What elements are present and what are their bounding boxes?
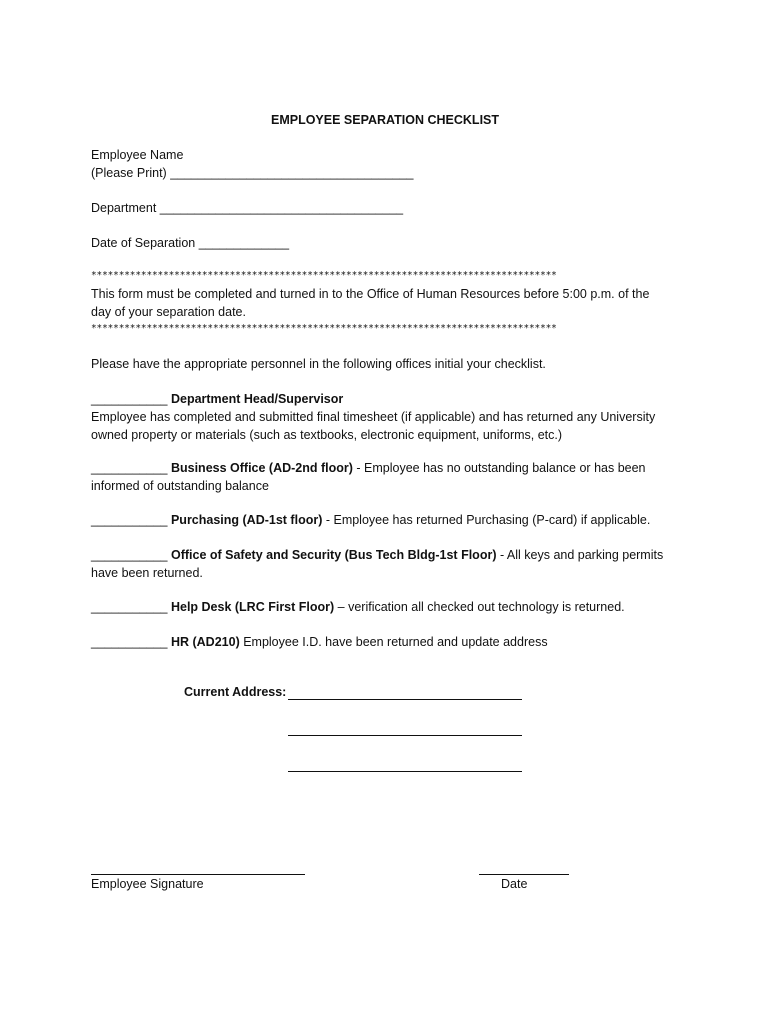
item-title: Help Desk (LRC First Floor) [170,600,335,614]
item-title: Office of Safety and Security (Bus Tech Bldg-1st Floor) [170,548,497,562]
signature-line[interactable] [91,874,305,875]
current-address-label: Current Address: [184,685,287,699]
item-description: - All keys and parking permits [496,548,664,562]
item-description: - Employee has no outstanding balance or has been [352,461,646,475]
employee-name-label: Employee Name [91,148,184,162]
initial-blank[interactable]: ___________ [91,461,168,475]
notice-line-1: This form must be completed and turned in to the Office of Human Resources before 5:00 p.m. of the [91,287,650,301]
address-line-1[interactable] [288,699,522,700]
initial-blank[interactable]: ___________ [91,600,168,614]
separation-date-field[interactable]: Date of Separation _____________ [91,236,290,250]
item-title: Business Office (AD-2nd floor) [170,461,353,475]
item-description: - Employee has returned Purchasing (P-card) if applicable. [322,513,651,527]
checklist-item-help-desk [91,599,625,615]
checklist-item-business-office [91,460,646,476]
initial-blank[interactable]: ___________ [91,635,168,649]
checklist-item-hr [91,634,548,650]
item-description: informed of outstanding balance [91,479,269,493]
initial-blank[interactable]: ___________ [91,513,168,527]
checklist-item-safety [91,547,663,563]
page-title: EMPLOYEE SEPARATION CHECKLIST [270,113,500,127]
item-description: Employee I.D. have been returned and update address [239,635,548,649]
employee-signature-label: Employee Signature [91,877,204,891]
item-title: HR (AD210) [170,635,240,649]
address-line-3[interactable] [288,771,522,772]
item-title: Purchasing (AD-1st floor) [170,513,323,527]
date-line[interactable] [479,874,569,875]
initial-blank[interactable]: ___________ [91,548,168,562]
instruction-text: Please have the appropriate personnel in the following offices initial your checklist. [91,357,546,371]
star-divider-top: ************************************************************************************ [91,270,557,281]
item-description: – verification all checked out technology is returned. [334,600,625,614]
item-description: Employee has completed and submitted final timesheet (if applicable) and has returned any University [91,410,656,424]
date-label: Date [501,877,528,891]
item-description: owned property or materials (such as textbooks, electronic equipment, uniforms, etc.) [91,428,563,442]
checklist-item-purchasing [91,512,650,528]
checklist-item-dept-head [91,391,343,407]
department-field[interactable]: Department ___________________________________ [91,201,404,215]
item-description: have been returned. [91,566,203,580]
initial-blank[interactable]: ___________ [91,392,168,406]
star-divider-bottom: ************************************************************************************ [91,323,557,334]
item-title: Department Head/Supervisor [170,392,344,406]
notice-line-2: day of your separation date. [91,305,246,319]
address-line-2[interactable] [288,735,522,736]
employee-name-field[interactable]: (Please Print) ___________________________________ [91,166,414,180]
